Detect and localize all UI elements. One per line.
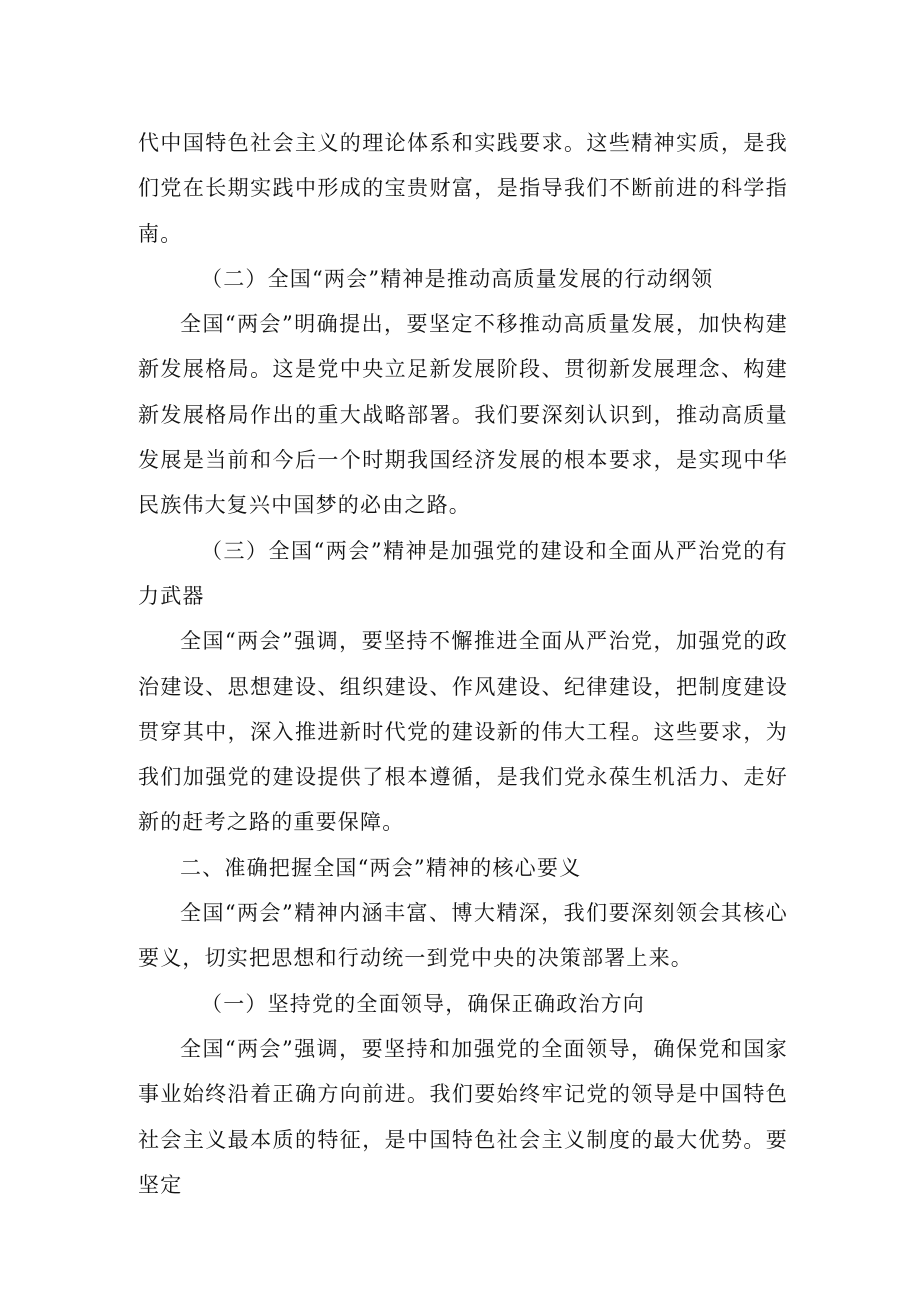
document-body (138, 121, 788, 1208)
section-heading: 二、准确把握全国“两会”精神的核心要义 (180, 855, 582, 880)
subsection-heading: （三）全国“两会”精神是加强党的建设和全面从严治党的有力武器 (138, 538, 788, 608)
body-paragraph: 全国“两会”明确提出，要坚定不移推动高质量发展，加快构建新发展格局。这是党中央立足新发展阶段、贯彻新发展理念、构建新发展格局作出的重大战略部署。我们要深刻认识到，推动高质量发展是当前和今后一个时期我国经济发展的根本要求，是实现中华民族伟大复兴中国梦的必由之路。 (138, 312, 788, 518)
body-paragraph: 代中国特色社会主义的理论体系和实践要求。这些精神实质，是我们党在长期实践中形成的宝贵财富，是指导我们不断前进的科学指南。 (138, 131, 788, 246)
body-paragraph: 全国“两会”强调，要坚持和加强党的全面领导，确保党和国家事业始终沿着正确方向前进。我们要始终牢记党的领导是中国特色社会主义最本质的特征，是中国特色社会主义制度的最大优势。要坚定 (138, 1036, 788, 1197)
subsection-heading: （二）全国“两会”精神是推动高质量发展的行动纲领 (201, 266, 714, 291)
body-paragraph: 全国“两会”精神内涵丰富、博大精深，我们要深刻领会其核心要义，切实把思想和行动统一到党中央的决策部署上来。 (138, 901, 788, 971)
subsection-heading: （一）坚持党的全面领导，确保正确政治方向 (201, 991, 645, 1016)
body-paragraph: 全国“两会”强调，要坚持不懈推进全面从严治党，加强党的政治建设、思想建设、组织建设、作风建设、纪律建设，把制度建设贯穿其中，深入推进新时代党的建设新的伟大工程。这些要求，为我们加强党的建设提供了根本遵循，是我们党永葆生机活力、走好新的赶考之路的重要保障。 (138, 629, 788, 835)
